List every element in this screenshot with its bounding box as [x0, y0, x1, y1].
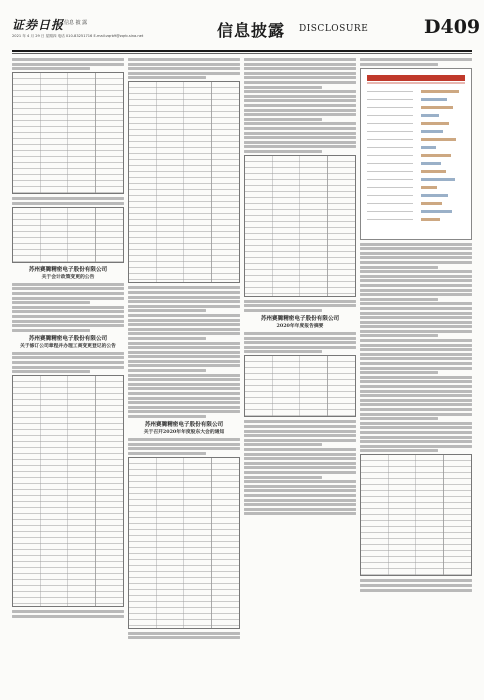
dateline: 2021 年 4 月 29 日 星期四 电话 010-83251716 E-mail:zqrb9@zqrb.sina.net: [12, 34, 144, 38]
text-line: [12, 197, 124, 200]
text-line: [360, 256, 472, 259]
page-number: D409: [424, 16, 481, 38]
text-line: [128, 452, 206, 455]
text-line: [128, 374, 240, 377]
text-line: [128, 58, 240, 61]
chart-row-label: [367, 187, 413, 189]
headline-title: 关于会计政策变更的公告: [41, 273, 95, 280]
text-line: [244, 90, 356, 93]
table: [12, 72, 124, 194]
text-line: [360, 394, 472, 397]
text-line: [128, 636, 240, 639]
chart-row-label: [367, 203, 413, 205]
text-line: [12, 67, 90, 70]
text-line: [128, 309, 206, 312]
text-line: [360, 243, 472, 246]
text-line: [360, 380, 472, 383]
text-line: [360, 445, 472, 448]
text-line: [12, 283, 124, 286]
text-line: [128, 378, 240, 381]
text-line: [12, 301, 90, 304]
logo-subtitle: 信息 披 露: [64, 20, 88, 26]
text-line: [244, 81, 356, 84]
table: [12, 207, 124, 263]
column-4: [360, 58, 472, 688]
text-line: [128, 300, 240, 303]
text-line: [244, 466, 356, 469]
text-line: [360, 403, 472, 406]
text-line: [244, 494, 356, 497]
masthead: [12, 14, 481, 48]
text-line: [12, 58, 124, 61]
headline-company: 苏州赛腾精密电子股份有限公司: [28, 335, 108, 342]
text-line: [244, 439, 356, 442]
headline-company: 苏州赛腾精密电子股份有限公司: [260, 316, 340, 323]
chart-bar: [421, 130, 443, 133]
text-line: [244, 127, 356, 130]
chart-bar: [421, 210, 452, 213]
text-line: [360, 584, 472, 587]
text-line: [244, 425, 356, 428]
text-line: [360, 357, 472, 360]
text-line: [12, 292, 124, 295]
text-line: [12, 320, 124, 323]
column-1: [12, 58, 124, 688]
text-line: [360, 307, 472, 310]
text-line: [128, 291, 240, 294]
text-line: [244, 480, 356, 483]
text-line: [128, 383, 240, 386]
text-line: [360, 376, 472, 379]
text-line: [360, 367, 472, 370]
text-line: [128, 397, 240, 400]
text-line: [244, 109, 356, 112]
text-line: [244, 136, 356, 139]
text-line: [360, 339, 472, 342]
text-line: [12, 366, 124, 369]
text-line: [244, 434, 356, 437]
chart-bar: [421, 106, 453, 109]
text-line: [360, 449, 438, 452]
text-line: [128, 323, 240, 326]
headline-company: 苏州赛腾精密电子股份有限公司: [28, 266, 108, 273]
chart-row-label: [367, 219, 413, 221]
chart-bar: [421, 138, 456, 141]
text-line: [244, 141, 356, 144]
text-line: [12, 306, 124, 309]
text-line: [360, 279, 472, 282]
text-line: [128, 415, 206, 418]
table: [128, 81, 240, 283]
chart-bar: [421, 146, 436, 149]
text-line: [12, 315, 124, 318]
text-line: [360, 58, 472, 61]
text-line: [244, 76, 356, 79]
text-line: [244, 448, 356, 451]
chart-bar: [421, 162, 441, 165]
chart-row-label: [367, 131, 413, 133]
chart-row-label: [367, 155, 413, 157]
text-line: [128, 63, 240, 66]
text-line: [12, 361, 124, 364]
text-line: [360, 330, 472, 333]
text-line: [128, 67, 240, 70]
text-line: [360, 316, 472, 319]
text-line: [244, 72, 356, 75]
text-line: [360, 362, 472, 365]
chart-bar: [421, 178, 455, 181]
text-line: [360, 266, 438, 269]
text-line: [128, 355, 240, 358]
text-line: [360, 431, 472, 434]
text-line: [360, 353, 472, 356]
text-line: [128, 328, 240, 331]
text-line: [244, 503, 356, 506]
text-line: [244, 99, 356, 102]
text-line: [128, 342, 240, 345]
column-2: [128, 58, 240, 688]
text-line: [360, 408, 472, 411]
text-line: [12, 370, 90, 373]
text-line: [360, 312, 472, 315]
text-line: [360, 579, 472, 582]
column-3: [244, 58, 356, 688]
text-line: [244, 150, 322, 153]
text-line: [12, 63, 124, 66]
text-line: [360, 390, 472, 393]
text-line: [128, 447, 240, 450]
text-line: [360, 302, 472, 305]
text-line: [360, 344, 472, 347]
text-line: [360, 348, 472, 351]
text-line: [12, 352, 124, 355]
text-line: [244, 58, 356, 61]
text-line: [244, 499, 356, 502]
text-line: [244, 95, 356, 98]
chart-bar: [421, 194, 448, 197]
header-rule-thin: [12, 53, 472, 54]
text-line: [360, 413, 472, 416]
chart-bar: [421, 170, 446, 173]
chart-row-label: [367, 123, 413, 125]
text-line: [12, 287, 124, 290]
table: [360, 454, 472, 576]
article-headline: [244, 316, 356, 329]
chart-bar: [421, 122, 449, 125]
text-line: [12, 202, 124, 205]
text-line: [128, 72, 240, 75]
section-subtitle: DISCLOSURE: [299, 24, 369, 34]
text-line: [128, 296, 240, 299]
text-line: [244, 300, 356, 303]
table: [244, 155, 356, 297]
text-line: [128, 369, 206, 372]
text-line: [128, 632, 240, 635]
chart-bar: [421, 154, 451, 157]
text-line: [244, 118, 322, 121]
text-line: [244, 132, 356, 135]
chart-row-label: [367, 147, 413, 149]
text-line: [12, 329, 90, 332]
text-line: [244, 332, 356, 335]
text-line: [12, 610, 124, 613]
chart-bar: [421, 98, 447, 101]
chart-row-label: [367, 171, 413, 173]
chart-row-label: [367, 163, 413, 165]
newspaper-logo: 证券日报: [12, 18, 65, 32]
text-line: [244, 462, 356, 465]
headline-company: 苏州赛腾精密电子股份有限公司: [144, 422, 224, 428]
section-title: 信息披露: [217, 21, 286, 40]
text-line: [244, 113, 356, 116]
text-line: [360, 417, 438, 420]
text-line: [360, 440, 472, 443]
headline-title: 关于修订公司章程并办理工商变更登记的公告: [20, 342, 116, 349]
text-line: [360, 436, 472, 439]
table: [128, 457, 240, 629]
text-line: [244, 346, 356, 349]
text-line: [244, 430, 356, 433]
text-line: [128, 401, 240, 404]
chart-bar: [421, 218, 440, 221]
chart-row-label: [367, 179, 413, 181]
chart-row-label: [367, 115, 413, 117]
text-line: [244, 485, 356, 488]
text-line: [128, 337, 206, 340]
headline-title: 2020年年度报告摘要: [276, 323, 324, 330]
text-line: [128, 346, 240, 349]
chart-row-label: [367, 99, 413, 101]
text-line: [128, 319, 240, 322]
text-line: [12, 297, 124, 300]
text-line: [244, 309, 322, 312]
text-line: [128, 387, 240, 390]
text-line: [360, 247, 472, 250]
text-line: [128, 314, 240, 317]
text-line: [360, 371, 438, 374]
text-line: [244, 457, 356, 460]
text-line: [244, 341, 356, 344]
text-line: [244, 63, 356, 66]
text-line: [12, 324, 124, 327]
text-line: [128, 76, 206, 79]
text-line: [128, 392, 240, 395]
text-line: [360, 298, 438, 301]
chart-row-label: [367, 139, 413, 141]
text-line: [244, 337, 356, 340]
text-line: [360, 399, 472, 402]
text-line: [360, 252, 472, 255]
text-line: [128, 305, 240, 308]
chart-bar: [421, 114, 439, 117]
chart-row-label: [367, 211, 413, 213]
text-line: [244, 489, 356, 492]
text-line: [360, 275, 472, 278]
text-line: [244, 145, 356, 148]
text-line: [360, 589, 472, 592]
text-line: [128, 410, 240, 413]
text-line: [244, 350, 322, 353]
text-line: [128, 364, 240, 367]
header-rule: [12, 50, 472, 52]
text-line: [128, 438, 240, 441]
chart-subheader-band: [367, 82, 465, 84]
text-line: [128, 351, 240, 354]
chart-bar: [421, 202, 442, 205]
chart-row-label: [367, 195, 413, 197]
article-headline: [12, 336, 124, 349]
text-line: [360, 325, 472, 328]
chart-bar: [421, 186, 437, 189]
text-line: [360, 63, 438, 66]
chart-header-band: [367, 75, 465, 81]
article-headline: [128, 422, 240, 435]
financial-chart-figure: [360, 68, 472, 240]
chart-row-label: [367, 107, 413, 109]
text-line: [244, 471, 356, 474]
text-line: [128, 286, 240, 289]
text-line: [244, 512, 356, 515]
text-line: [360, 334, 438, 337]
text-line: [244, 67, 356, 70]
text-line: [360, 321, 472, 324]
article-headline: [12, 267, 124, 280]
text-line: [360, 284, 472, 287]
text-line: [244, 453, 356, 456]
text-line: [244, 508, 356, 511]
text-line: [360, 426, 472, 429]
text-line: [128, 360, 240, 363]
text-line: [244, 420, 356, 423]
table: [244, 355, 356, 417]
text-line: [360, 385, 472, 388]
table: [12, 375, 124, 607]
chart-row-label: [367, 91, 413, 93]
text-line: [360, 289, 472, 292]
text-line: [12, 356, 124, 359]
text-line: [244, 443, 322, 446]
text-line: [244, 104, 356, 107]
text-line: [360, 270, 472, 273]
text-line: [128, 443, 240, 446]
text-line: [12, 615, 124, 618]
text-line: [12, 310, 124, 313]
text-line: [128, 406, 240, 409]
text-line: [128, 332, 240, 335]
text-line: [360, 261, 472, 264]
headline-title: 关于召开2020年年度股东大会的通知: [143, 429, 225, 435]
text-line: [360, 422, 472, 425]
text-line: [244, 476, 322, 479]
text-line: [360, 293, 472, 296]
text-line: [244, 304, 356, 307]
chart-bar: [421, 90, 459, 93]
text-line: [244, 86, 322, 89]
text-line: [244, 122, 356, 125]
